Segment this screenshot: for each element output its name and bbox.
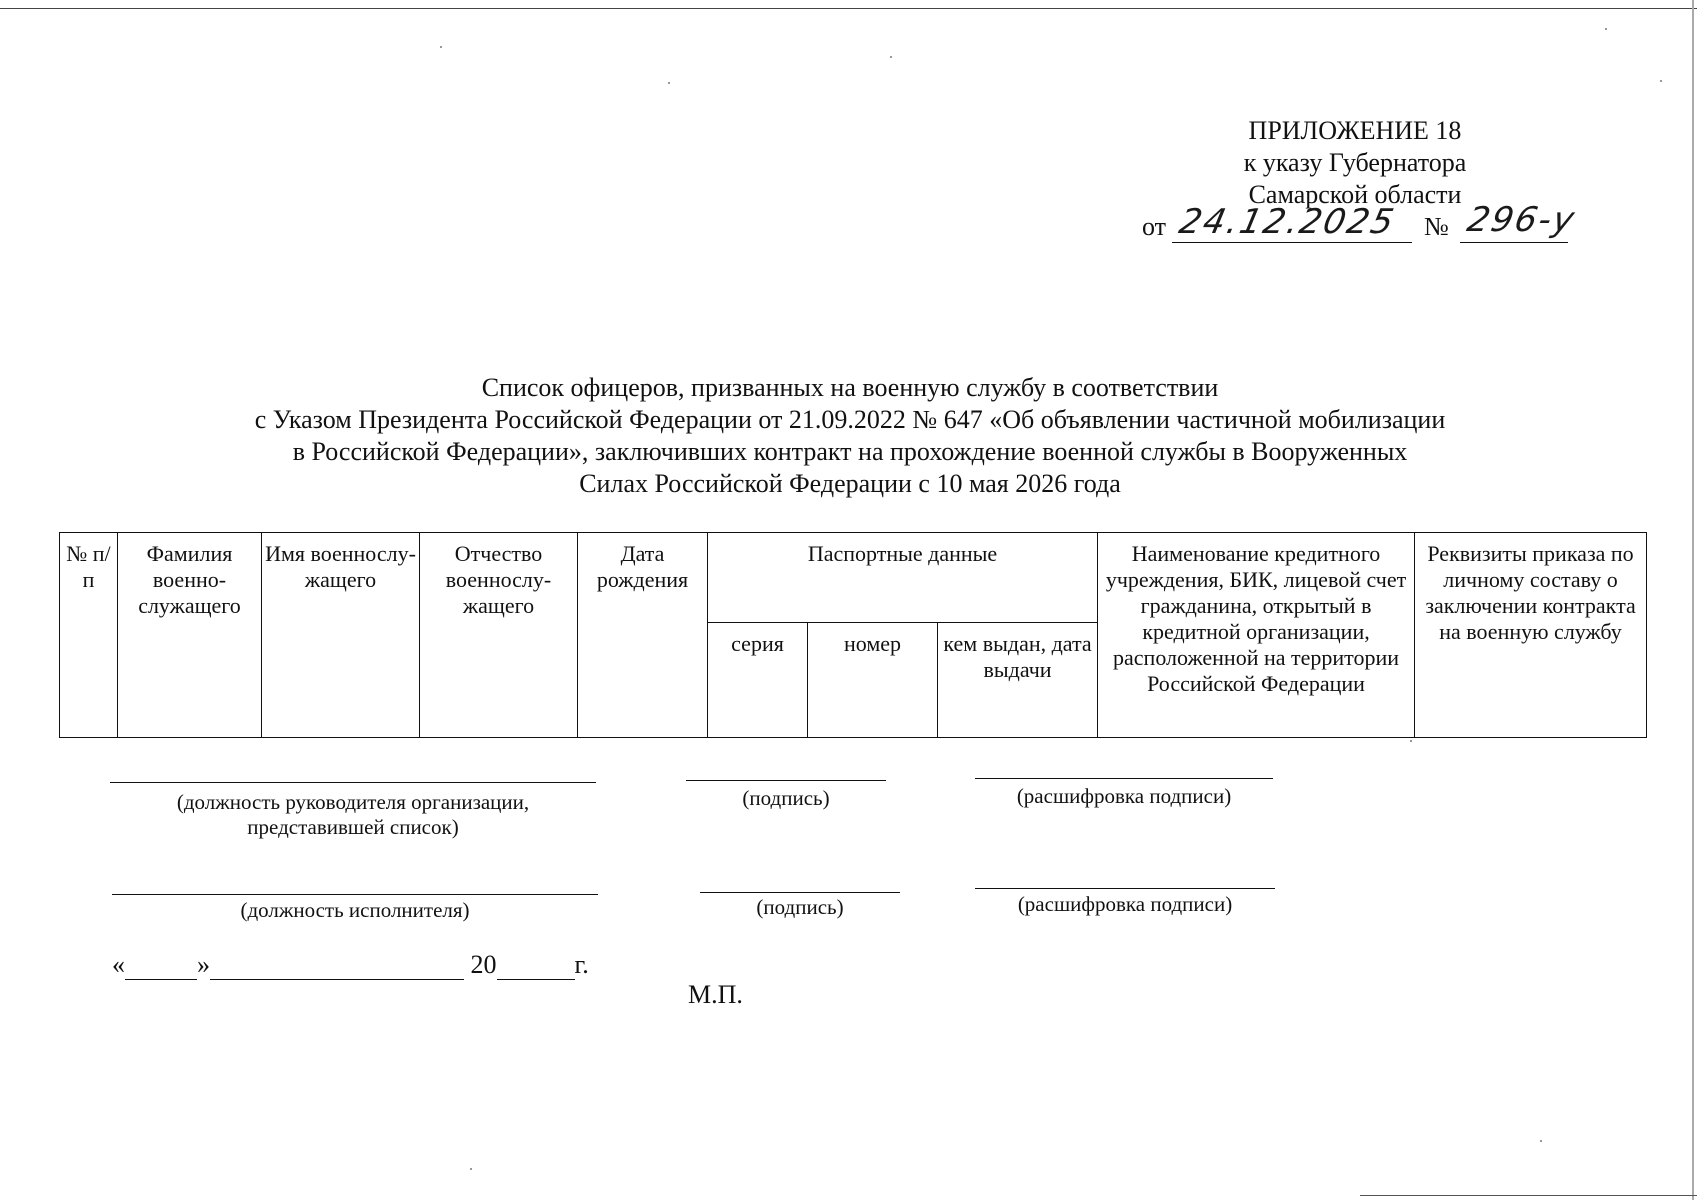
stamp-place: М.П. <box>688 980 743 1009</box>
head-position-caption <box>110 790 596 840</box>
title-line-2: с Указом Президента Российской Федерации от 21.09.2022 № 647 «Об объявлении частичной мобилизации <box>254 405 1446 434</box>
number-label: № <box>1424 212 1449 241</box>
executor-decoding-caption: (расшифровка подписи) <box>1017 892 1233 916</box>
month-blank <box>210 953 464 980</box>
date-underline <box>1172 242 1412 243</box>
header-birth-date: Дата рождения <box>578 533 708 738</box>
title-line-4: Силах Российской Федерации с 10 мая 2026 года <box>579 469 1121 498</box>
executor-position-line <box>112 894 598 895</box>
header-first-name: Имя военнослу-жащего <box>262 533 420 738</box>
header-passport-number: номер <box>808 623 938 738</box>
scan-speck <box>470 1168 472 1170</box>
head-decoding-line <box>975 778 1273 779</box>
scan-speck <box>1660 80 1662 82</box>
year-suffix: г. <box>574 950 589 979</box>
year-prefix: 20 <box>470 950 497 979</box>
scan-speck <box>1410 740 1412 742</box>
executor-signature-line <box>700 892 900 893</box>
date-open-quote: « <box>112 950 125 979</box>
header-patronymic: Отчество военнослу-жащего <box>420 533 578 738</box>
page-bottom-mark <box>1360 1195 1697 1196</box>
scan-speck <box>440 46 442 48</box>
head-signature-line <box>686 780 886 781</box>
document-title <box>150 372 1550 500</box>
appendix-decree: к указу Губернатора <box>1243 148 1467 177</box>
appendix-date-number-row <box>1142 200 1582 244</box>
page-right-edge <box>1692 0 1694 1200</box>
head-decoding-caption: (расшифровка подписи) <box>1016 784 1232 808</box>
day-blank <box>125 953 197 980</box>
page-top-border <box>0 8 1697 9</box>
appendix-region: Самарской области <box>1248 180 1462 209</box>
appendix-title: ПРИЛОЖЕНИЕ 18 <box>1248 116 1462 145</box>
scan-speck <box>668 82 670 84</box>
header-passport-series: серия <box>708 623 808 738</box>
scan-speck <box>1540 1140 1542 1142</box>
head-position-line <box>110 782 596 783</box>
number-underline <box>1460 242 1568 243</box>
header-passport-issued: кем выдан, дата выдачи <box>938 623 1098 738</box>
scan-speck <box>890 56 892 58</box>
handwritten-number: 296-у <box>1463 200 1580 240</box>
header-order-details: Реквизиты приказа по личному составу о заключении контракта на военную службу <box>1415 533 1647 738</box>
head-position-caption-line-1: (должность руководителя организации, <box>176 790 530 814</box>
executor-decoding-line <box>975 888 1275 889</box>
header-number: № п/п <box>60 533 118 738</box>
title-line-1: Список офицеров, призванных на военную службу в соответствии <box>481 373 1219 402</box>
executor-position-caption: (должность исполнителя) <box>240 898 470 922</box>
title-line-3: в Российской Федерации», заключивших контракт на прохождение военной службы в Вооруженных <box>292 437 1408 466</box>
date-close-quote: » <box>197 950 210 979</box>
head-position-caption-line-2: представившей список) <box>247 815 459 839</box>
scan-speck <box>1605 28 1607 30</box>
header-passport: Паспортные данные <box>708 533 1098 623</box>
handwritten-date: 24.12.2025 <box>1175 202 1399 242</box>
officers-table <box>59 532 1647 738</box>
head-signature-caption: (подпись) <box>742 786 830 810</box>
from-label: от <box>1142 212 1167 241</box>
date-fill-line <box>112 950 589 980</box>
year-blank <box>497 953 575 980</box>
header-surname: Фамилия военно-служащего <box>118 533 262 738</box>
appendix-header <box>1180 115 1530 211</box>
header-bank-details: Наименование кредитного учреждения, БИК, лицевой счет гражданина, открытый в кредитной организации, расположенной на территории Российской Федерации <box>1098 533 1415 738</box>
executor-signature-caption: (подпись) <box>756 895 844 919</box>
